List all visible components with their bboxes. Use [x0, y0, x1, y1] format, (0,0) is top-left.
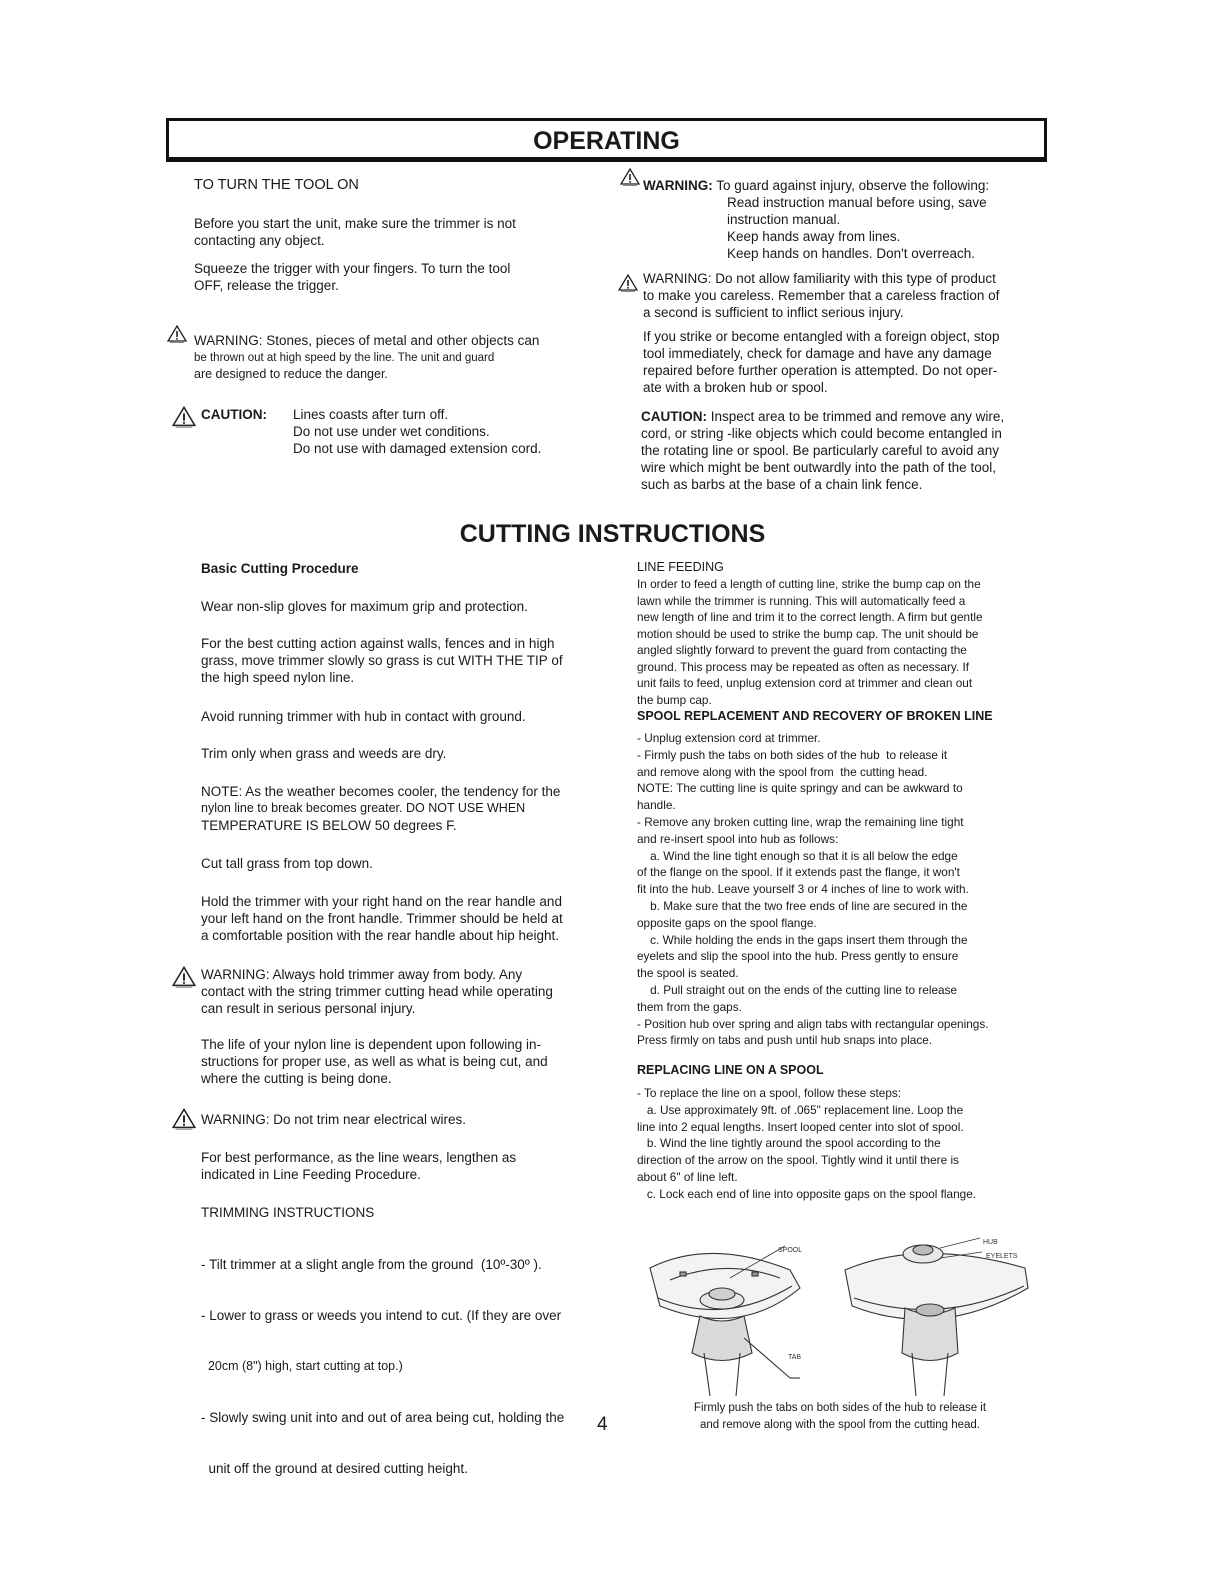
text-line: fit into the hub. Leave yourself 3 or 4 inches of line to work with.: [637, 882, 969, 897]
best-performance-paragraph: [201, 1149, 516, 1183]
text-line: structions for proper use, as well as what is being cut, and: [201, 1054, 548, 1069]
line-feeding-heading: LINE FEEDING: [637, 560, 724, 574]
text-line: c. Lock each end of line into opposite gaps on the spool flange.: [637, 1186, 977, 1201]
list-item: - Slowly swing unit into and out of area being cut, holding the: [201, 1410, 565, 1425]
text-line: repaired before further operation is attempted. Do not oper-: [643, 363, 998, 378]
text-line: be thrown out at high speed by the line. The unit and guard: [194, 351, 495, 364]
text-line: cord, or string -like objects which could become entangled in: [641, 426, 1002, 441]
body-warning: [201, 966, 553, 1017]
text-line: lawn while the trimmer is running. This will automatically feed a: [637, 593, 966, 608]
text-line: a second is sufficient to inflict serious injury.: [643, 305, 904, 320]
text-line: d. Pull straight out on the ends of the cutting line to release: [637, 982, 958, 997]
text-line: c. While holding the ends in the gaps insert them through the: [637, 932, 968, 947]
guard-warning: [643, 177, 989, 194]
spool-label: SPOOL: [778, 1247, 803, 1254]
text-line: instruction manual.: [727, 212, 841, 227]
text-line: are designed to reduce the danger.: [194, 367, 388, 382]
note-paragraph: [201, 783, 560, 834]
text-line: and remove along with the spool from the cutting head.: [699, 1419, 980, 1431]
text-line: Firmly push the tabs on both sides of the hub to release it: [693, 1402, 987, 1414]
warning-label: WARNING:: [643, 178, 713, 193]
text-line: TEMPERATURE IS BELOW 50 degrees F.: [201, 818, 457, 833]
text-line: about 6" of line left.: [637, 1169, 738, 1184]
hub-label: HUB: [983, 1239, 998, 1246]
text-line: and re-insert spool into hub as follows:: [637, 831, 839, 846]
text-line: Do not use with damaged extension cord.: [293, 441, 542, 456]
text-line: line into 2 equal lengths. Insert looped center into slot of spool.: [637, 1119, 964, 1134]
trimming-heading: TRIMMING INSTRUCTIONS: [201, 1205, 375, 1220]
text-line: tool immediately, check for damage and have any damage: [643, 346, 992, 361]
warning-icon: [618, 274, 638, 292]
tab-label: TAB: [788, 1354, 802, 1361]
cutting-title: CUTTING INSTRUCTIONS: [459, 520, 766, 548]
replacing-instructions: [637, 1085, 976, 1203]
list-item: 20cm (8") high, start cutting at top.): [201, 1359, 403, 1373]
strike-paragraph: [643, 328, 999, 396]
text-line: NOTE: As the weather becomes cooler, the tendency for the: [201, 784, 561, 799]
warning-icon: [172, 1108, 196, 1130]
text-line: them from the gaps.: [637, 999, 742, 1014]
spool-illustration: [640, 1228, 1040, 1396]
text-line: The life of your nylon line is dependent upon following in-: [201, 1037, 541, 1052]
text-line: To guard against injury, observe the following:: [716, 178, 990, 193]
trimmer-head-left-drawing: [650, 1246, 803, 1396]
text-line: Keep hands on handles. Don't overreach.: [727, 246, 975, 261]
text-line: a. Wind the line tight enough so that it is all below the edge: [637, 848, 958, 863]
text-line: grass, move trimmer slowly so grass is cut WITH THE TIP of: [201, 653, 563, 668]
text-line: For best performance, as the line wears, lengthen as: [201, 1150, 517, 1165]
text-line: unit fails to feed, unplug extension cord at trimmer and clean out: [637, 676, 973, 690]
replacing-heading: REPLACING LINE ON A SPOOL: [637, 1063, 824, 1077]
text-line: - Unplug extension cord at trimmer.: [637, 731, 821, 745]
nylon-life-paragraph: [201, 1036, 548, 1087]
text-line: In order to feed a length of cutting line, strike the bump cap on the: [637, 577, 981, 591]
text-line: ground. This process may be repeated as often as necessary. If: [637, 659, 970, 674]
text-line: direction of the arrow on the spool. Tightly wind it until there is: [637, 1153, 959, 1168]
text-line: the rotating line or spool. Be particularly careful to avoid any: [641, 443, 999, 458]
text-line: WARNING: Do not allow familiarity with this type of product: [643, 271, 996, 286]
section-title: OPERATING: [533, 127, 680, 155]
text-line: to make you careless. Remember that a careless fraction of: [643, 288, 1000, 303]
page-number: 4: [597, 1414, 608, 1435]
turn-on-heading: TO TURN THE TOOL ON: [194, 177, 359, 193]
text-line: the bump cap.: [637, 692, 712, 707]
text-line: NOTE: The cutting line is quite springy and can be awkward to: [637, 781, 963, 796]
list-item: unit off the ground at desired cutting height.: [201, 1461, 468, 1476]
warning-icon: [172, 966, 196, 988]
text-line: If you strike or become entangled with a foreign object, stop: [643, 329, 1000, 344]
caution-label: CAUTION:: [201, 407, 267, 422]
caution-paragraph: [641, 408, 1004, 493]
stones-warning: [194, 333, 539, 383]
guard-warning-list: [727, 194, 987, 262]
text-line: and remove along with the spool from the cutting head.: [637, 764, 928, 779]
text-line: where the cutting is being done.: [201, 1071, 392, 1086]
text-line: handle.: [637, 798, 676, 813]
text-line: contacting any object.: [194, 233, 325, 248]
text-line: wire which might be bent outwardly into the path of the tool,: [641, 460, 996, 475]
turn-on-paragraph: [194, 215, 516, 249]
spool-heading: SPOOL REPLACEMENT AND RECOVERY OF BROKEN LINE: [637, 709, 993, 723]
text-line: eyelets and slip the spool into the hub. Press gently to ensure: [637, 949, 959, 964]
text-line: Read instruction manual before using, save: [727, 195, 987, 210]
text-line: OFF, release the trigger.: [194, 278, 339, 293]
trimming-list: [201, 1222, 564, 1494]
text-line: Hold the trimmer with your right hand on the rear handle and: [201, 894, 562, 909]
warning-icon: [620, 168, 640, 186]
text-line: can result in serious personal injury.: [201, 1001, 416, 1016]
caution-list: [293, 406, 541, 457]
familiarity-warning: [643, 270, 999, 321]
text-line: the high speed nylon line.: [201, 670, 355, 685]
warning-icon: [167, 325, 187, 343]
text-line: a comfortable position with the rear handle about hip height.: [201, 928, 559, 943]
caution-label: CAUTION:: [641, 409, 707, 424]
text-line: ate with a broken hub or spool.: [643, 380, 828, 395]
text-line: a. Use approximately 9ft. of .065" replacement line. Loop the: [637, 1102, 964, 1117]
text-line: nylon line to break becomes greater. DO NOT USE WHEN: [201, 801, 526, 815]
avoid-paragraph: Avoid running trimmer with hub in contact with ground.: [201, 709, 526, 724]
trim-dry-paragraph: Trim only when grass and weeds are dry.: [201, 746, 447, 761]
spool-instructions: [637, 730, 989, 1049]
text-line: WARNING: Always hold trimmer away from body. Any: [201, 967, 523, 982]
text-line: Squeeze the trigger with your fingers. To turn the tool: [194, 261, 511, 276]
text-line: such as barbs at the base of a chain link fence.: [641, 477, 923, 492]
caution-icon: [172, 406, 196, 428]
text-line: indicated in Line Feeding Procedure.: [201, 1167, 421, 1182]
text-line: b. Make sure that the two free ends of line are secured in the: [637, 898, 968, 913]
line-feeding-paragraph: [637, 576, 983, 708]
text-line: contact with the string trimmer cutting head while operating: [201, 984, 553, 999]
trimmer-head-right-drawing: [845, 1238, 1028, 1396]
text-line: - Firmly push the tabs on both sides of the hub to release it: [637, 747, 948, 762]
figure-caption: [655, 1400, 1025, 1434]
text-line: b. Wind the line tightly around the spool according to the: [637, 1136, 941, 1151]
text-line: WARNING: Stones, pieces of metal and other objects can: [194, 333, 540, 348]
text-line: Keep hands away from lines.: [727, 229, 901, 244]
gloves-paragraph: Wear non-slip gloves for maximum grip and protection.: [201, 599, 528, 614]
text-line: Before you start the unit, make sure the trimmer is not: [194, 216, 516, 231]
section-header-box: [166, 118, 1047, 162]
basic-cutting-heading: Basic Cutting Procedure: [201, 561, 359, 576]
text-line: opposite gaps on the spool flange.: [637, 915, 817, 930]
text-line: For the best cutting action against walls, fences and in high: [201, 636, 555, 651]
electrical-warning: WARNING: Do not trim near electrical wires.: [201, 1112, 467, 1127]
tall-grass-paragraph: Cut tall grass from top down.: [201, 856, 373, 871]
text-line: - Position hub over spring and align tabs with rectangular openings.: [637, 1016, 989, 1031]
text-line: Inspect area to be trimmed and remove any wire,: [710, 409, 1005, 424]
text-line: - Remove any broken cutting line, wrap the remaining line tight: [637, 814, 964, 829]
text-line: angled slightly forward to prevent the guard from contacting the: [637, 643, 967, 657]
text-line: your left hand on the front handle. Trimmer should be held at: [201, 911, 563, 926]
text-line: motion should be used to strike the bump cap. The unit should be: [637, 626, 979, 641]
hold-paragraph: [201, 893, 563, 944]
text-line: the spool is seated.: [637, 966, 739, 981]
text-line: Press firmly on tabs and push until hub snaps into place.: [637, 1033, 933, 1048]
text-line: - To replace the line on a spool, follow these steps:: [637, 1086, 902, 1100]
list-item: - Lower to grass or weeds you intend to cut. (If they are over: [201, 1308, 562, 1323]
walls-paragraph: [201, 635, 563, 686]
trigger-paragraph: [194, 260, 510, 294]
list-item: - Tilt trimmer at a slight angle from the ground (10º-30º ).: [201, 1257, 542, 1272]
eyelets-label: EYELETS: [986, 1253, 1018, 1260]
text-line: of the flange on the spool. If it extends past the flange, it won't: [637, 865, 960, 880]
text-line: Do not use under wet conditions.: [293, 424, 490, 439]
text-line: new length of line and trim it to the correct length. A firm but gentle: [637, 610, 983, 624]
text-line: Lines coasts after turn off.: [293, 407, 449, 422]
